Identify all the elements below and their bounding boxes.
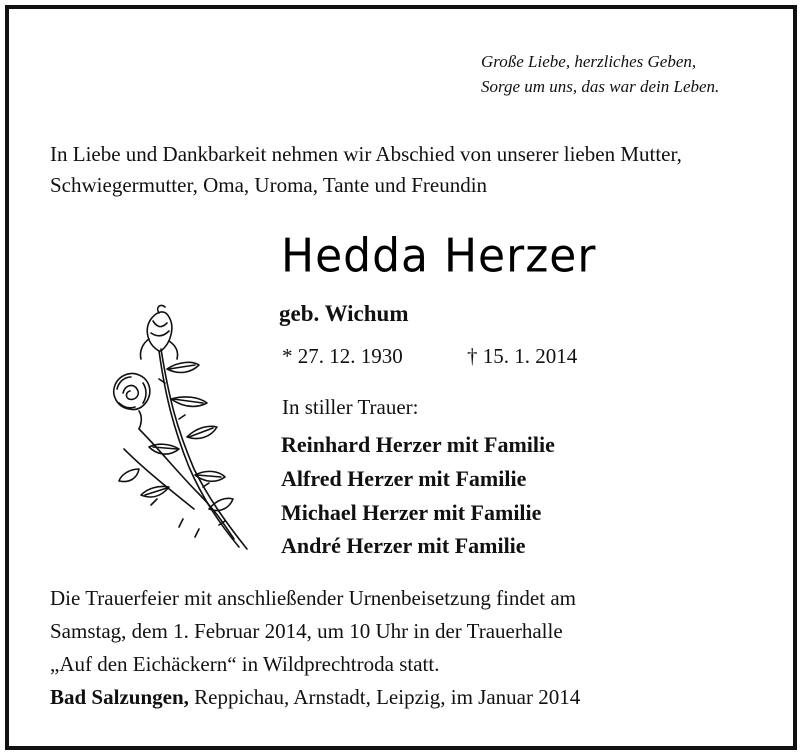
closing-place: Bad Salzungen, bbox=[50, 685, 189, 709]
maiden-name: geb. Wichum bbox=[279, 301, 409, 326]
obituary-frame bbox=[5, 5, 797, 750]
service-line-1: Die Trauerfeier mit anschließender Urnenbeisetzung findet am bbox=[50, 586, 576, 610]
closing-line bbox=[50, 685, 580, 710]
motto-line-1: Große Liebe, herzliches Geben, bbox=[481, 52, 697, 71]
intro-line-1: In Liebe und Dankbarkeit nehmen wir Abschied von unserer lieben Mutter, bbox=[50, 142, 682, 166]
service-line-2: Samstag, dem 1. Februar 2014, um 10 Uhr in der Trauerhalle bbox=[50, 619, 563, 643]
service-line-3: „Auf den Eichäckern“ in Wildprechtroda statt. bbox=[50, 652, 440, 676]
motto-line-2: Sorge um uns, das war dein Leben. bbox=[481, 77, 720, 96]
death-date: † 15. 1. 2014 bbox=[467, 344, 578, 368]
mourner-family: Michael Herzer mit Familie bbox=[281, 500, 542, 525]
mourner-family: André Herzer mit Familie bbox=[281, 533, 526, 558]
intro-text bbox=[50, 139, 682, 201]
mourner-family: Reinhard Herzer mit Familie bbox=[281, 432, 555, 457]
mourner-family: Alfred Herzer mit Familie bbox=[281, 466, 527, 491]
intro-line-2: Schwiegermutter, Oma, Uroma, Tante und Freundin bbox=[50, 173, 488, 197]
service-details bbox=[50, 582, 576, 681]
rose-drawing-icon bbox=[99, 299, 254, 559]
motto-verse bbox=[481, 49, 719, 99]
birth-date: * 27. 12. 1930 bbox=[282, 344, 403, 368]
closing-rest: Reppichau, Arnstadt, Leipzig, im Januar 2014 bbox=[188, 685, 581, 709]
mourners-heading: In stiller Trauer: bbox=[282, 395, 419, 419]
deceased-name: Hedda Herzer bbox=[281, 229, 597, 284]
